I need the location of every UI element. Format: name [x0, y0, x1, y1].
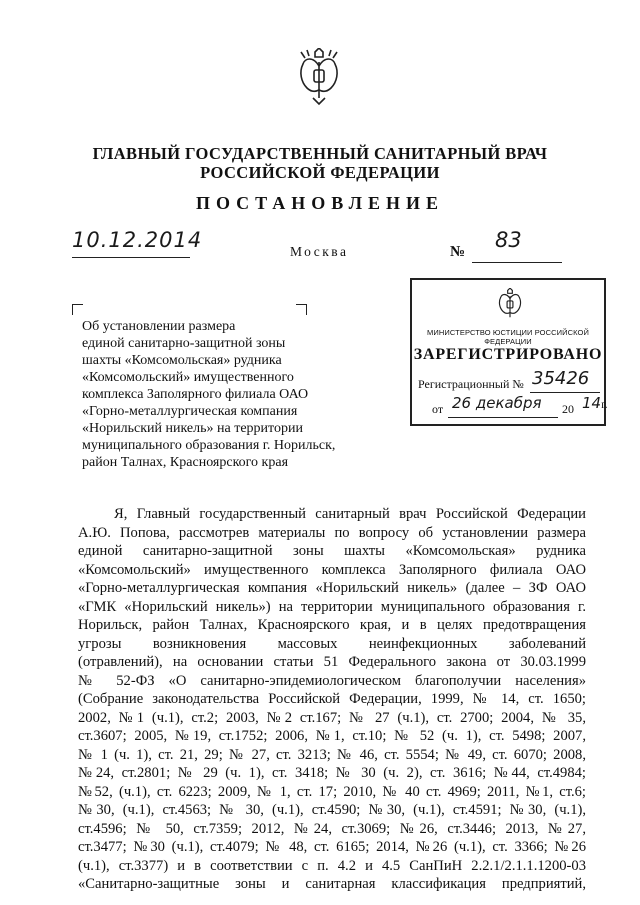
body-line: ст.3607; 2005, №19, ст.1752; 2006, №1, ст.10; № 52 (ч. 1), ст. 5498; 2007, — [78, 728, 586, 744]
subject-line: район Талнах, Красноярского края — [82, 455, 289, 470]
body-line: № 52-ФЗ «О санитарно-эпидемиологическом благополучии населения» — [78, 672, 586, 689]
subject-line: Об установлении размера — [82, 319, 236, 334]
subject-line: «Норильский никель» на территории — [82, 421, 303, 436]
stamp-ministry: МИНИСТЕРСТВО ЮСТИЦИИ РОССИЙСКОЙ ФЕДЕРАЦИИ — [427, 328, 589, 346]
subject-line: муниципального образования г. Норильск, — [82, 438, 336, 453]
body-line: №30, (ч.1), ст.4563; № 30, (ч.1), ст.4590; №30, (ч.1), ст.4591; №30, (ч.1), — [78, 802, 586, 818]
document-subject — [82, 318, 352, 471]
body-line: ст.3477; №30 (ч.1), ст.4079; № 48, ст. 6165; 2014, №26 (ч.1), ст. 3366; №26 — [78, 839, 586, 855]
body-line: «Комсомольский» имущественного комплекса Заполярного филиала ОАО — [78, 561, 586, 578]
number-underline — [472, 262, 562, 263]
subject-bracket-right — [296, 304, 307, 315]
body-line: (ч.1), ст.3377) и в соответствии с п. 4.2 и 4.5 СанПиН 2.2.1/2.1.1.1200-03 — [78, 857, 586, 874]
stamp-date: 26 декабря — [452, 394, 542, 412]
body-line: А.Ю. Попова, рассмотрев материалы по вопросу об установлении размера — [78, 524, 586, 541]
document-number: 83 — [495, 228, 522, 252]
body-line: единой санитарно-защитной зоны шахты «Комсомольская» рудника — [78, 543, 586, 559]
subject-line: шахты «Комсомольская» рудника — [82, 353, 282, 368]
body-line: №24, ст.2801; № 29 (ч. 1), ст. 3418; № 30 (ч. 2), ст. 3616; №44, ст.4984; — [78, 765, 586, 781]
body-line: № 1 (ч. 1), ст. 21, 29; № 27, ст. 3213; № 46, ст. 5554; № 49, ст. 6070; 2008, — [78, 746, 586, 763]
document-body — [78, 505, 586, 894]
subject-line: единой санитарно-защитной зоны — [82, 336, 286, 351]
body-line: 2002, №1 (ч.1), ст.2; 2003, №2 ст.167; № 27 (ч.1), ст. 2700; 2004, № 35, — [78, 709, 586, 726]
stamp-eagle-emblem-icon — [496, 288, 524, 322]
stamp-reg-number: 35426 — [532, 368, 590, 389]
body-line: «Санитарно-защитные зоны и санитарная классификация предприятий, — [78, 876, 586, 892]
stamp-reg-label: Регистрационный № — [418, 377, 524, 391]
stamp-year: 14г. — [582, 394, 608, 412]
body-line: «Горно-металлургическая компания «Норильский никель» (далее – ЗФ ОАО — [78, 580, 586, 596]
body-line: (Собрание законодательства Российской Федерации, 1999, № 14, ст. 1650; — [78, 691, 586, 707]
body-line: «ГМК «Норильский никель») на территории муниципального образования г. — [78, 598, 586, 615]
issuer-title-line-1: ГЛАВНЫЙ ГОСУДАРСТВЕННЫЙ САНИТАРНЫЙ ВРАЧ — [92, 144, 548, 163]
body-line: ст.4596; № 50, ст.7359; 2012, №24, ст.3069; №26, ст.3446; 2013, №27, — [78, 820, 586, 837]
body-line: угрозы возникновения массовых неинфекционных заболеваний — [78, 635, 586, 652]
document-type-title: ПОСТАНОВЛЕНИЕ — [195, 193, 445, 213]
date-underline — [72, 257, 190, 258]
subject-line: «Комсомольский» имущественного — [82, 370, 294, 385]
document-city: Москва — [290, 244, 349, 259]
double-headed-eagle-emblem-icon — [295, 48, 343, 106]
document-number-label: № — [450, 244, 466, 260]
subject-line: «Горно-металлургическая компания — [82, 404, 298, 419]
stamp-reg-underline — [530, 392, 600, 393]
registration-stamp — [410, 278, 606, 426]
stamp-date-prefix: от — [432, 402, 444, 416]
body-line: Норильск, район Талнах, Красноярского края, и в целях предотвращения — [78, 617, 586, 633]
stamp-year-prefix: 20 — [562, 402, 574, 416]
body-line: Я, Главный государственный санитарный врач Российской Федерации — [114, 506, 586, 522]
document-date: 10.12.2014 — [72, 228, 203, 252]
body-line: №52, (ч.1), ст. 6223; 2009, № 1, ст. 17; 2010, № 40 ст. 4969; 2011, №1, ст.6; — [78, 783, 586, 800]
body-line: (отравлений), на основании статьи 51 Федерального закона от 30.03.1999 — [78, 654, 586, 670]
stamp-registered: ЗАРЕГИСТРИРОВАНО — [413, 346, 603, 363]
subject-bracket-left — [72, 304, 83, 315]
stamp-date-underline — [448, 417, 558, 418]
issuer-title-line-2: РОССИЙСКОЙ ФЕДЕРАЦИИ — [200, 163, 440, 182]
subject-line: комплекса Заполярного филиала ОАО — [82, 387, 309, 402]
